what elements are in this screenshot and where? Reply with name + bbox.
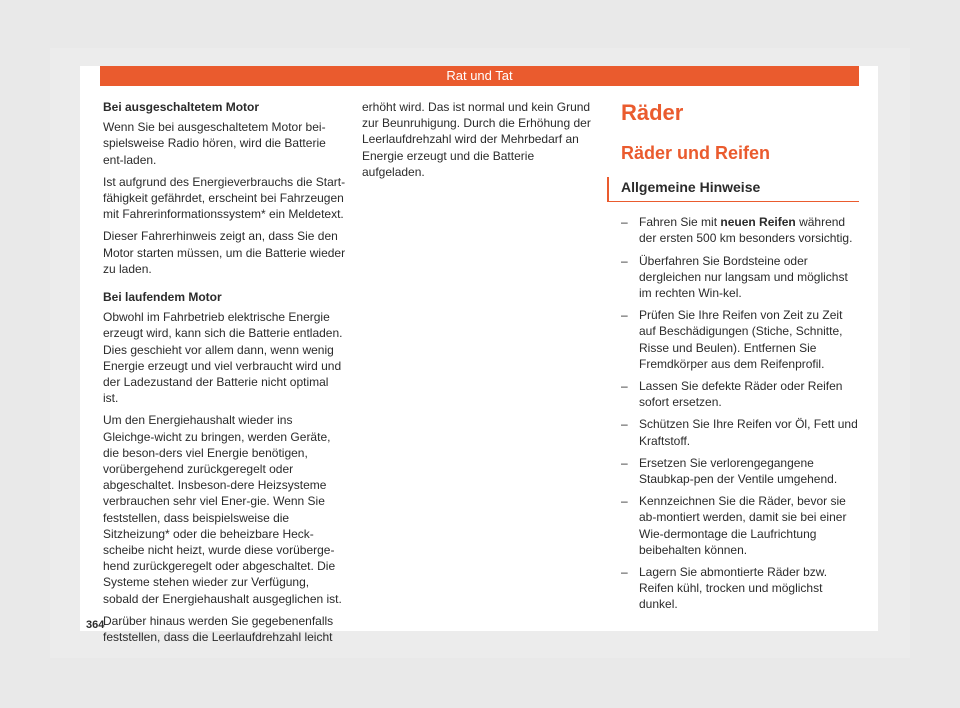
list-item-text: während der ersten 500 km besonders vorsichtig. — [639, 215, 853, 246]
list-item: – Kennzeichnen Sie die Räder, bevor sie ab-montiert werden, damit sie bei einer Wie-dermontage die Laufrichtung beibehalten können. — [621, 493, 859, 558]
list-item-text: Fahren Sie mit — [639, 215, 721, 230]
list-item: – Schützen Sie Ihre Reifen vor Öl, Fett und Kraftstoff. — [621, 416, 859, 448]
left-column — [103, 99, 347, 651]
right-column — [607, 99, 859, 619]
list-item: – Prüfen Sie Ihre Reifen von Zeit zu Zeit auf Beschädigungen (Stiche, Schnitte, Risse und Beulen). Entfernen Sie Fremdkörper aus dem Reifenprofil. — [621, 307, 859, 372]
list-item-emphasis: neuen Reifen — [720, 215, 796, 230]
paragraph: Um den Energiehaushalt wieder ins Gleichge-wicht zu bringen, werden Geräte, die beson-ders viel Energie benötigen, vorübergehend zurückgeregelt oder abgeschaltet. Insbeson-dere Heizsysteme verbrauchen sehr viel Ener-gie. Wenn Sie feststellen, dass beispielsweise die Sitzheizung* oder die beheizbare Heck-scheibe nicht heizt, wurde diese vorüberge-hend zurückgeregelt oder abgeschaltet. Die Systeme stehen wieder zur Verfügung, sobald der Energiehaushalt ausgeglichen ist. — [103, 413, 342, 606]
tips-list — [607, 214, 859, 612]
list-item — [621, 214, 859, 246]
list-item: – Lassen Sie defekte Räder oder Reifen sofort ersetzen. — [621, 378, 859, 410]
list-item: – Lagern Sie abmontierte Räder bzw. Reifen kühl, trocken und möglichst dunkel. — [621, 564, 859, 613]
page-number: 364 — [86, 619, 105, 631]
list-item: – Überfahren Sie Bordsteine oder dergleichen nur langsam und möglichst im rechten Win-kel. — [621, 253, 859, 302]
paragraph: Dieser Fahrerhinweis zeigt an, dass Sie den Motor starten müssen, um die Batterie wieder zu laden. — [103, 229, 346, 276]
chapter-header: Rat und Tat — [100, 66, 859, 86]
paragraph: Darüber hinaus werden Sie gegebenenfalls feststellen, dass die Leerlaufdrehzahl leicht — [103, 613, 334, 645]
section-heading-engine-off: Bei ausgeschaltetem Motor — [103, 100, 260, 114]
chapter-title: Räder — [621, 100, 684, 125]
section-heading-engine-running: Bei laufendem Motor — [103, 290, 222, 305]
paragraph: Obwohl im Fahrbetrieb elektrische Energie erzeugt wird, kann sich die Batterie entladen. Dies geschieht vor allem dann, wenn wenig Energie erzeugt und viel verbraucht wird und der Ladezustand der Batterie nicht optimal ist. — [103, 310, 343, 406]
middle-column — [362, 99, 598, 186]
paragraph: erhöht wird. Das ist normal und kein Grund zur Beunruhigung. Durch die Erhöhung der Leerlaufdrehzahl wird der Mehrbedarf an Energie erzeugt und die Batterie aufgeladen. — [362, 100, 591, 179]
paragraph: Ist aufgrund des Energieverbrauchs die Start-fähigkeit gefährdet, erscheint bei Fahrzeugen mit Fahrerinformationssystem* ein Meldetext. — [103, 174, 346, 222]
paragraph: Wenn Sie bei ausgeschaltetem Motor bei-spielsweise Radio hören, wird die Batterie ent-laden. — [103, 120, 326, 167]
subsection-heading: Allgemeine Hinweise — [607, 177, 859, 202]
list-item: – Ersetzen Sie verlorengegangene Staubkap-pen der Ventile umgehend. — [621, 455, 859, 487]
section-title: Räder und Reifen — [621, 143, 771, 163]
